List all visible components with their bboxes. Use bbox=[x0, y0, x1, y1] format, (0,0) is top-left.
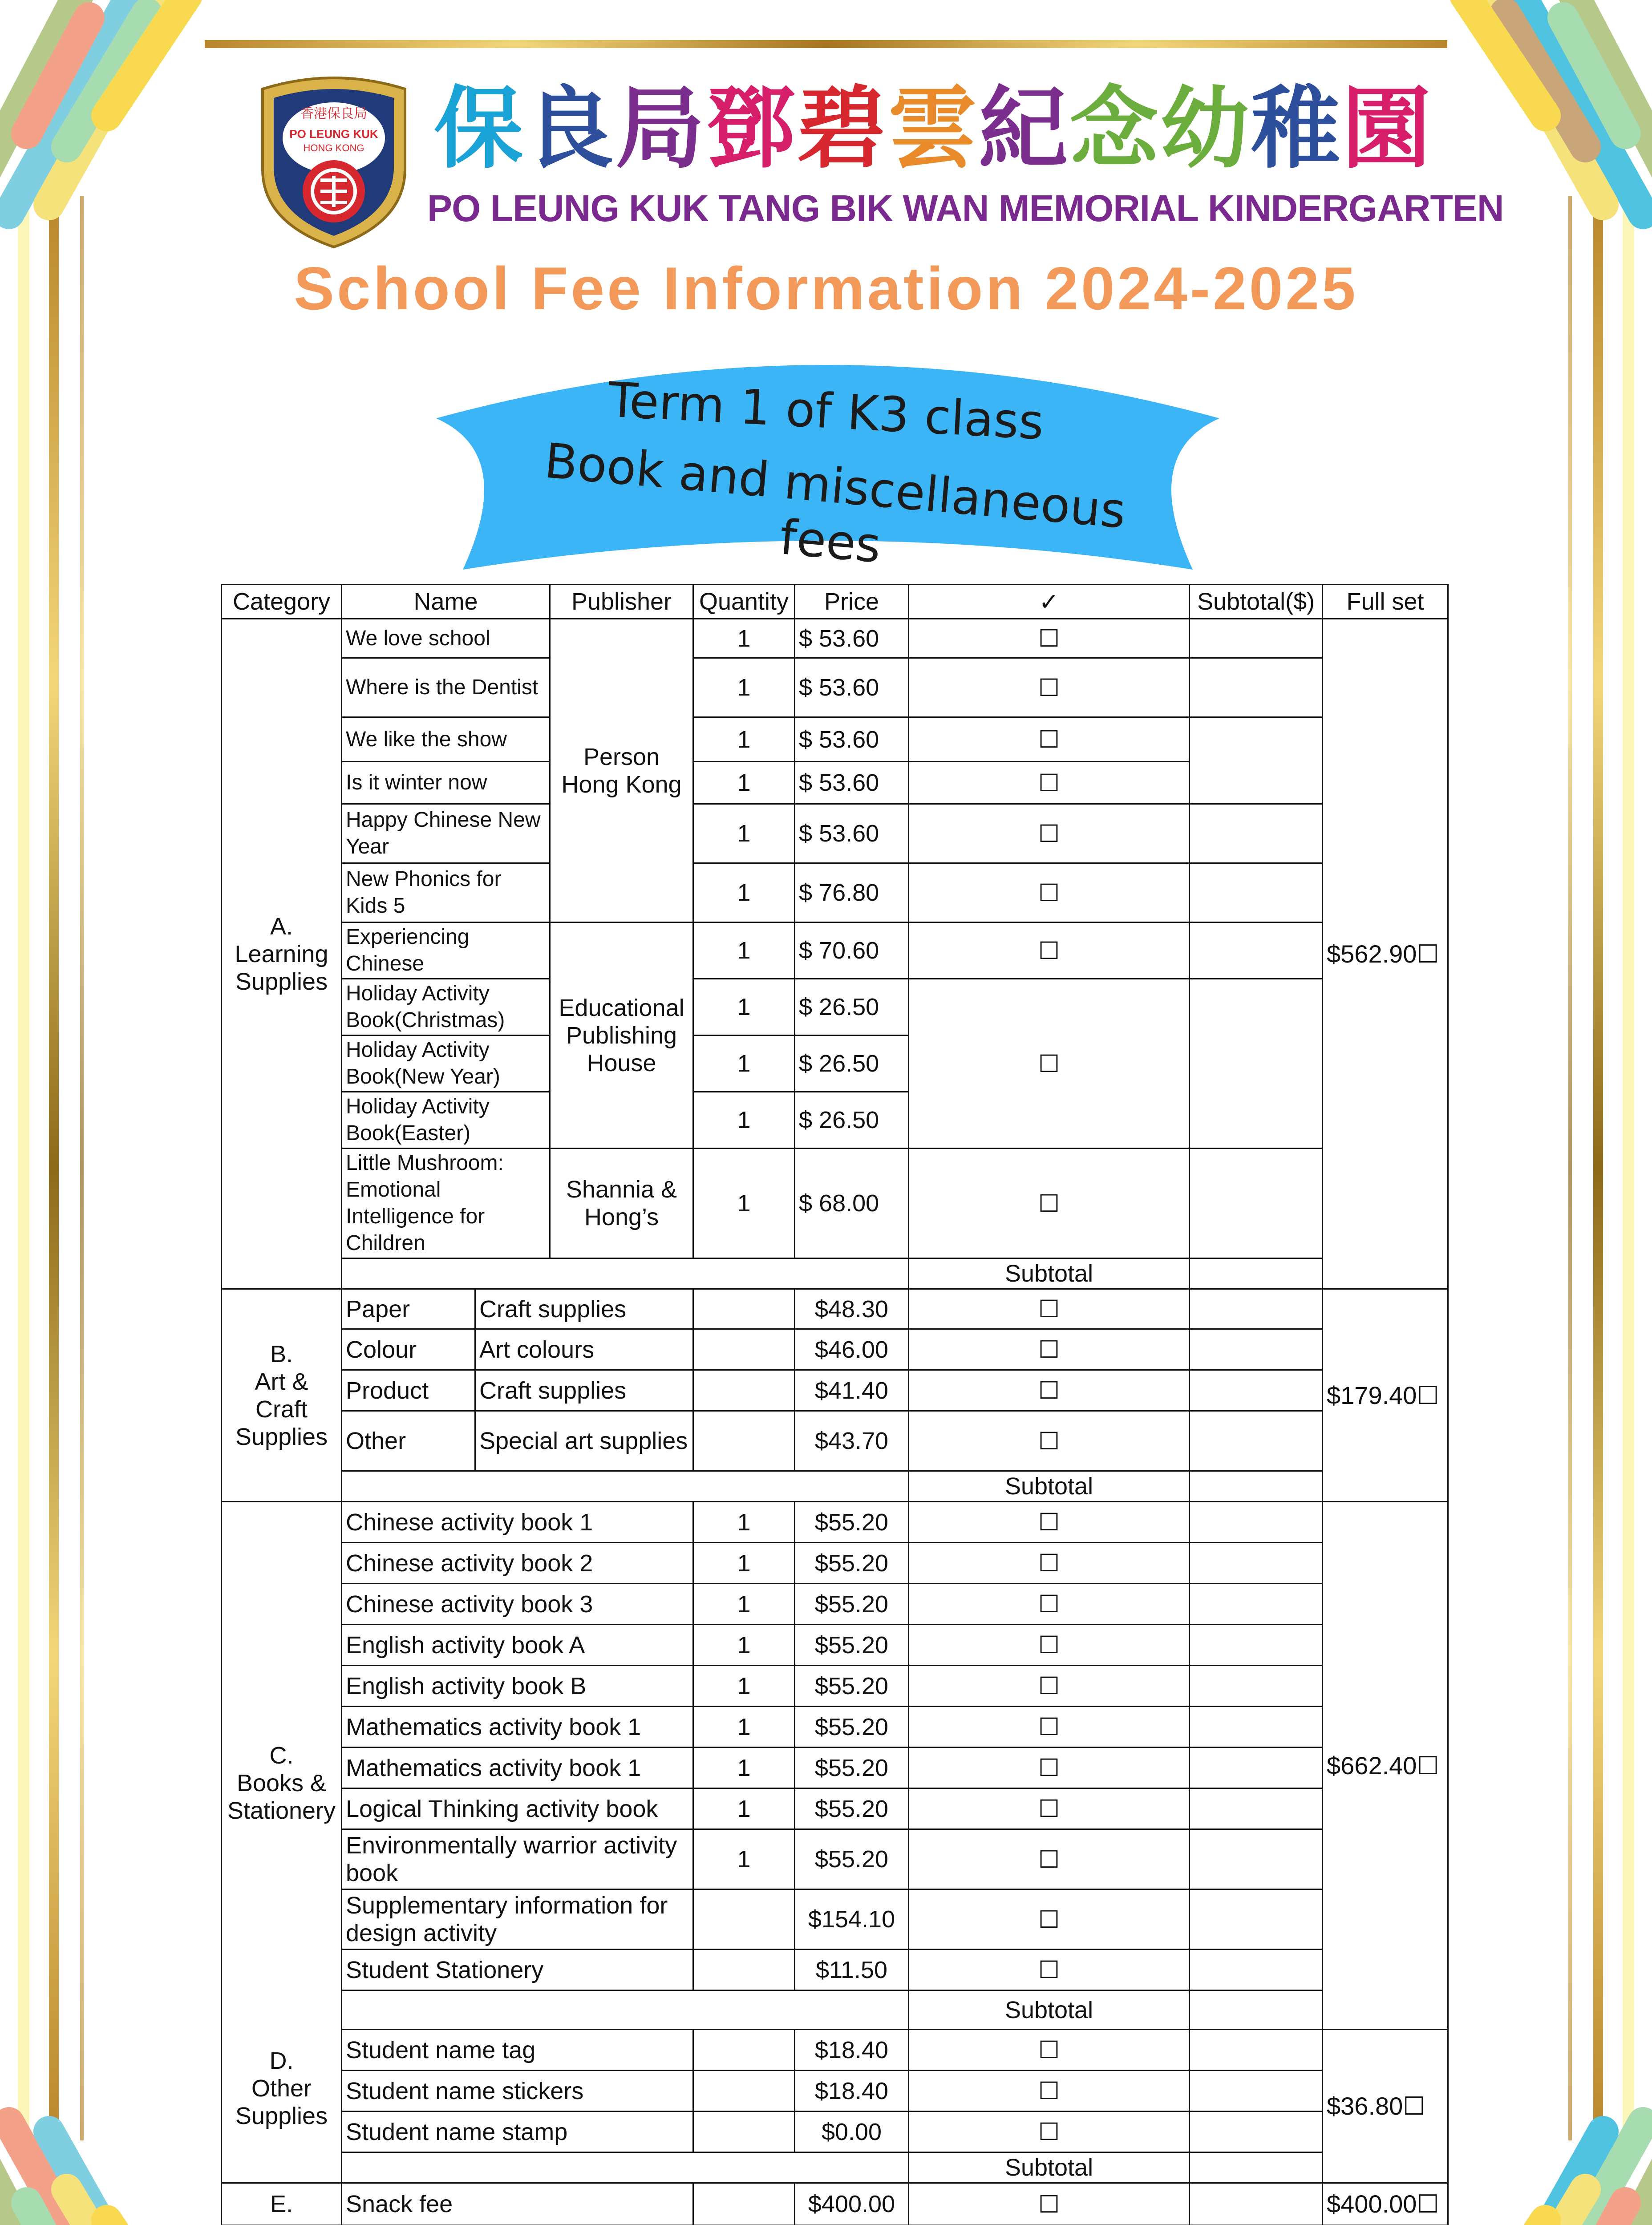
item-checkbox[interactable]: ☐ bbox=[909, 1666, 1190, 1707]
category-c-d: C. Books & Stationery D. Other Supplies bbox=[222, 1502, 342, 2183]
chinese-name-char: 局 bbox=[615, 79, 707, 178]
item-name: Mathematics activity book 1 bbox=[342, 1748, 693, 1788]
item-checkbox[interactable]: ☐ bbox=[909, 1502, 1190, 1543]
table-row bbox=[222, 1370, 1448, 1411]
header-full-set: Full set bbox=[1323, 585, 1448, 619]
item-subtotal[interactable] bbox=[1190, 863, 1323, 922]
subtotal-label: Subtotal bbox=[909, 1258, 1190, 1289]
table-row bbox=[222, 1950, 1448, 1990]
chinese-name-char: 碧 bbox=[797, 79, 888, 178]
item-desc: Craft supplies bbox=[475, 1289, 693, 1329]
item-name: Paper bbox=[342, 1289, 475, 1329]
item-qty: 1 bbox=[693, 1584, 795, 1625]
item-subtotal[interactable] bbox=[1190, 1666, 1323, 1707]
item-name: Other bbox=[342, 1411, 475, 1471]
item-checkbox[interactable]: ☐ bbox=[909, 2030, 1190, 2071]
item-qty: 1 bbox=[693, 1149, 795, 1258]
item-subtotal[interactable] bbox=[1190, 1370, 1323, 1411]
item-checkbox[interactable]: ☐ bbox=[909, 1543, 1190, 1584]
table-row bbox=[222, 863, 1448, 922]
item-qty: 1 bbox=[693, 1748, 795, 1788]
full-set-e[interactable]: $400.00☐ bbox=[1323, 2183, 1448, 2225]
item-name: Student name stamp bbox=[342, 2112, 693, 2152]
item-checkbox[interactable]: ☐ bbox=[909, 979, 1190, 1149]
header-category: Category bbox=[222, 585, 342, 619]
school-english-name: PO LEUNG KUK TANG BIK WAN MEMORIAL KINDERGARTEN bbox=[427, 187, 1504, 229]
banner-line-2: Book and miscellaneous fees bbox=[542, 433, 1128, 574]
table-row bbox=[222, 1411, 1448, 1471]
item-qty: 1 bbox=[693, 1543, 795, 1584]
item-price: $ 53.60 bbox=[795, 804, 909, 863]
item-subtotal[interactable] bbox=[1190, 1950, 1323, 1990]
item-name: Is it winter now bbox=[342, 762, 550, 804]
table-row bbox=[222, 804, 1448, 863]
item-qty: 1 bbox=[693, 1625, 795, 1666]
item-checkbox[interactable]: ☐ bbox=[909, 804, 1190, 863]
frame-stripe-right bbox=[1623, 196, 1634, 2140]
subtotal-row bbox=[222, 2152, 1448, 2183]
item-subtotal[interactable] bbox=[1190, 1889, 1323, 1950]
chinese-name-char: 紀 bbox=[979, 79, 1070, 178]
item-checkbox[interactable]: ☐ bbox=[909, 1829, 1190, 1889]
chinese-name-char: 念 bbox=[1069, 79, 1161, 178]
frame-stripe-left bbox=[18, 196, 29, 2140]
frame-gold-top bbox=[205, 40, 1447, 48]
item-subtotal[interactable] bbox=[1190, 1625, 1323, 1666]
item-checkbox[interactable]: ☐ bbox=[909, 1625, 1190, 1666]
category-a: A. Learning Supplies bbox=[222, 619, 342, 1289]
frame-gold-right-thin bbox=[1568, 196, 1572, 2140]
item-price: $18.40 bbox=[795, 2030, 909, 2071]
item-price: $11.50 bbox=[795, 1950, 909, 1990]
item-qty: 1 bbox=[693, 1788, 795, 1829]
page-title: School Fee Information 2024-2025 bbox=[294, 255, 1358, 322]
item-checkbox[interactable]: ☐ bbox=[909, 1329, 1190, 1370]
header-check: ✓ bbox=[909, 585, 1190, 619]
item-price: $55.20 bbox=[795, 1748, 909, 1788]
full-set-a[interactable]: $562.90☐ bbox=[1323, 619, 1448, 1289]
full-set-b[interactable]: $179.40☐ bbox=[1323, 1289, 1448, 1502]
frame-gold-right bbox=[1593, 196, 1603, 2140]
logo-text-en1: PO LEUNG KUK bbox=[289, 127, 378, 141]
item-subtotal[interactable] bbox=[1190, 2030, 1323, 2071]
category-e: E. bbox=[222, 2183, 342, 2225]
item-name: Snack fee bbox=[342, 2183, 693, 2225]
item-subtotal[interactable] bbox=[1190, 1788, 1323, 1829]
chinese-name-char: 雲 bbox=[888, 79, 979, 178]
table-row bbox=[222, 1329, 1448, 1370]
item-checkbox[interactable]: ☐ bbox=[909, 1411, 1190, 1471]
table-row bbox=[222, 2183, 1448, 2225]
item-name: Little Mushroom: Emotional Intelligence for Children bbox=[342, 1149, 550, 1258]
item-qty: 1 bbox=[693, 1502, 795, 1543]
frame-gold-left bbox=[49, 196, 59, 2140]
fee-table bbox=[221, 584, 1449, 2225]
header-name: Name bbox=[342, 585, 550, 619]
item-subtotal[interactable] bbox=[1190, 2071, 1323, 2112]
table-row bbox=[222, 979, 1448, 1036]
item-price: $41.40 bbox=[795, 1370, 909, 1411]
item-checkbox[interactable]: ☐ bbox=[909, 2071, 1190, 2112]
banner-line-1: Term 1 of K3 class bbox=[607, 372, 1045, 451]
item-subtotal[interactable] bbox=[1190, 619, 1323, 658]
table-row bbox=[222, 1707, 1448, 1748]
header-publisher: Publisher bbox=[550, 585, 693, 619]
corner-stripes-top-left bbox=[0, 0, 231, 231]
item-checkbox[interactable]: ☐ bbox=[909, 1584, 1190, 1625]
item-price: $48.30 bbox=[795, 1289, 909, 1329]
item-checkbox[interactable]: ☐ bbox=[909, 1950, 1190, 1990]
table-row bbox=[222, 2071, 1448, 2112]
item-subtotal[interactable] bbox=[1190, 1543, 1323, 1584]
table-row bbox=[222, 1788, 1448, 1829]
item-subtotal[interactable] bbox=[1190, 2183, 1323, 2225]
item-name: Chinese activity book 2 bbox=[342, 1543, 693, 1584]
item-name: Holiday Activity Book(Christmas) bbox=[342, 979, 550, 1036]
item-checkbox[interactable]: ☐ bbox=[909, 717, 1190, 762]
item-checkbox[interactable]: ☐ bbox=[909, 863, 1190, 922]
table-row bbox=[222, 1584, 1448, 1625]
chinese-name-char: 園 bbox=[1342, 79, 1433, 178]
item-price: $ 26.50 bbox=[795, 1092, 909, 1149]
item-price: $55.20 bbox=[795, 1666, 909, 1707]
item-qty: 1 bbox=[693, 979, 795, 1036]
item-checkbox[interactable]: ☐ bbox=[909, 1149, 1190, 1258]
item-qty: 1 bbox=[693, 1666, 795, 1707]
item-subtotal[interactable] bbox=[1190, 1411, 1323, 1471]
table-row bbox=[222, 1829, 1448, 1889]
item-name: Student name stickers bbox=[342, 2071, 693, 2112]
item-subtotal[interactable] bbox=[1190, 1289, 1323, 1329]
section-subtotal-value[interactable] bbox=[1190, 1258, 1323, 1289]
corner-stripes-bottom-right bbox=[1421, 2105, 1652, 2225]
item-checkbox[interactable]: ☐ bbox=[909, 922, 1190, 979]
item-subtotal[interactable] bbox=[1190, 658, 1323, 717]
item-qty: 1 bbox=[693, 717, 795, 762]
table-row bbox=[222, 922, 1448, 979]
item-subtotal[interactable] bbox=[1190, 1149, 1323, 1258]
item-qty bbox=[693, 1950, 795, 1990]
subtotal-label: Subtotal bbox=[909, 1471, 1190, 1502]
table-row bbox=[222, 658, 1448, 717]
item-checkbox[interactable]: ☐ bbox=[909, 1370, 1190, 1411]
item-qty: 1 bbox=[693, 863, 795, 922]
item-price: $55.20 bbox=[795, 1788, 909, 1829]
item-qty: 1 bbox=[693, 619, 795, 658]
item-name: Mathematics activity book 1 bbox=[342, 1707, 693, 1748]
item-qty: 1 bbox=[693, 658, 795, 717]
item-name: Student Stationery bbox=[342, 1950, 693, 1990]
table-row bbox=[222, 1666, 1448, 1707]
subtotal-row bbox=[222, 1258, 1448, 1289]
item-price: $55.20 bbox=[795, 1543, 909, 1584]
item-name: We love school bbox=[342, 619, 550, 658]
item-name: Happy Chinese New Year bbox=[342, 804, 550, 863]
item-price: $46.00 bbox=[795, 1329, 909, 1370]
item-name: We like the show bbox=[342, 717, 550, 762]
item-qty: 1 bbox=[693, 804, 795, 863]
subtotal-label: Subtotal bbox=[909, 2152, 1190, 2183]
subtotal-row bbox=[222, 1471, 1448, 1502]
item-name: Chinese activity book 1 bbox=[342, 1502, 693, 1543]
table-row bbox=[222, 1502, 1448, 1543]
item-name: English activity book B bbox=[342, 1666, 693, 1707]
item-name: Product bbox=[342, 1370, 475, 1411]
subtotal-row bbox=[222, 1990, 1448, 2030]
item-price: $55.20 bbox=[795, 1502, 909, 1543]
item-subtotal[interactable] bbox=[1190, 922, 1323, 979]
item-name: Experiencing Chinese bbox=[342, 922, 550, 979]
item-subtotal[interactable] bbox=[1190, 717, 1323, 804]
logo-text-en2: HONG KONG bbox=[303, 142, 364, 154]
item-name: Logical Thinking activity book bbox=[342, 1788, 693, 1829]
item-name: Holiday Activity Book(New Year) bbox=[342, 1036, 550, 1092]
item-subtotal[interactable] bbox=[1190, 1707, 1323, 1748]
item-checkbox[interactable]: ☐ bbox=[909, 619, 1190, 658]
item-name: Where is the Dentist bbox=[342, 658, 550, 717]
table-row bbox=[222, 1289, 1448, 1329]
chinese-name-char: 良 bbox=[525, 79, 616, 178]
item-price: $ 53.60 bbox=[795, 658, 909, 717]
item-subtotal[interactable] bbox=[1190, 1502, 1323, 1543]
item-name: New Phonics for Kids 5 bbox=[342, 863, 550, 922]
header-quantity: Quantity bbox=[693, 585, 795, 619]
item-checkbox[interactable]: ☐ bbox=[909, 658, 1190, 717]
item-name: English activity book A bbox=[342, 1625, 693, 1666]
publisher-cell: Person Hong Kong bbox=[550, 619, 693, 922]
subtotal-label: Subtotal bbox=[909, 1990, 1190, 2030]
item-price: $ 76.80 bbox=[795, 863, 909, 922]
category-b: B. Art & Craft Supplies bbox=[222, 1289, 342, 1502]
item-price: $55.20 bbox=[795, 1829, 909, 1889]
item-subtotal[interactable] bbox=[1190, 1748, 1323, 1788]
table-row bbox=[222, 1889, 1448, 1950]
item-price: $ 53.60 bbox=[795, 717, 909, 762]
table-row bbox=[222, 1149, 1448, 1258]
item-qty bbox=[693, 1889, 795, 1950]
item-checkbox[interactable]: ☐ bbox=[909, 1289, 1190, 1329]
item-checkbox[interactable]: ☐ bbox=[909, 1788, 1190, 1829]
item-checkbox[interactable]: ☐ bbox=[909, 2183, 1190, 2225]
chinese-name-char: 幼 bbox=[1160, 79, 1251, 178]
item-desc: Art colours bbox=[475, 1329, 693, 1370]
item-subtotal[interactable] bbox=[1190, 804, 1323, 863]
item-subtotal[interactable] bbox=[1190, 979, 1323, 1149]
item-name: Student name tag bbox=[342, 2030, 693, 2071]
table-row bbox=[222, 1748, 1448, 1788]
table-row bbox=[222, 619, 1448, 658]
item-price: $55.20 bbox=[795, 1707, 909, 1748]
corner-stripes-bottom-left bbox=[0, 2105, 231, 2225]
header-subtotal: Subtotal($) bbox=[1190, 585, 1323, 619]
item-price: $ 68.00 bbox=[795, 1149, 909, 1258]
item-qty: 1 bbox=[693, 1829, 795, 1889]
item-qty: 1 bbox=[693, 1092, 795, 1149]
item-price: $ 53.60 bbox=[795, 762, 909, 804]
school-chinese-name bbox=[434, 79, 1433, 178]
item-desc: Special art supplies bbox=[475, 1411, 693, 1471]
table-row bbox=[222, 1543, 1448, 1584]
chinese-name-char: 稚 bbox=[1251, 79, 1342, 178]
item-checkbox[interactable]: ☐ bbox=[909, 1889, 1190, 1950]
item-checkbox[interactable]: ☐ bbox=[909, 2112, 1190, 2152]
item-price: $154.10 bbox=[795, 1889, 909, 1950]
table-row bbox=[222, 2030, 1448, 2071]
item-subtotal[interactable] bbox=[1190, 1329, 1323, 1370]
chinese-name-char: 鄧 bbox=[706, 79, 798, 178]
item-price: $ 70.60 bbox=[795, 922, 909, 979]
publisher-cell: Shannia & Hong’s bbox=[550, 1149, 693, 1258]
item-price: $ 26.50 bbox=[795, 979, 909, 1036]
table-row bbox=[222, 2112, 1448, 2152]
section-subtotal-value[interactable] bbox=[1190, 2152, 1323, 2183]
item-name: Colour bbox=[342, 1329, 475, 1370]
item-subtotal[interactable] bbox=[1190, 2112, 1323, 2152]
section-subtotal-value[interactable] bbox=[1190, 1990, 1323, 2030]
item-price: $55.20 bbox=[795, 1625, 909, 1666]
header-price: Price bbox=[795, 585, 909, 619]
item-name: Holiday Activity Book(Easter) bbox=[342, 1092, 550, 1149]
logo-text-cn: 香港保良局 bbox=[300, 106, 367, 121]
item-price: $ 53.60 bbox=[795, 619, 909, 658]
item-price: $ 26.50 bbox=[795, 1036, 909, 1092]
item-name: Environmentally warrior activity book bbox=[342, 1829, 693, 1889]
item-subtotal[interactable] bbox=[1190, 1584, 1323, 1625]
item-name: Chinese activity book 3 bbox=[342, 1584, 693, 1625]
chinese-name-char: 保 bbox=[434, 79, 525, 178]
item-checkbox[interactable]: ☐ bbox=[909, 1707, 1190, 1748]
item-qty: 1 bbox=[693, 762, 795, 804]
table-header-row bbox=[222, 585, 1448, 619]
table-row bbox=[222, 1625, 1448, 1666]
item-price: $55.20 bbox=[795, 1584, 909, 1625]
full-set-c[interactable]: $662.40☐ bbox=[1323, 1502, 1448, 2030]
item-subtotal[interactable] bbox=[1190, 1829, 1323, 1889]
item-qty: 1 bbox=[693, 922, 795, 979]
frame-gold-left-thin bbox=[80, 196, 84, 2140]
item-checkbox[interactable]: ☐ bbox=[909, 762, 1190, 804]
section-subtotal-value[interactable] bbox=[1190, 1471, 1323, 1502]
item-qty: 1 bbox=[693, 1036, 795, 1092]
item-name: Supplementary information for design activity bbox=[342, 1889, 693, 1950]
item-price: $400.00 bbox=[795, 2183, 909, 2225]
table-row bbox=[222, 717, 1448, 762]
item-desc: Craft supplies bbox=[475, 1370, 693, 1411]
item-price: $43.70 bbox=[795, 1411, 909, 1471]
item-price: $0.00 bbox=[795, 2112, 909, 2152]
full-set-d[interactable]: $36.80☐ bbox=[1323, 2030, 1448, 2183]
publisher-cell: Educational Publishing House bbox=[550, 922, 693, 1149]
school-logo bbox=[249, 71, 418, 249]
item-qty: 1 bbox=[693, 1707, 795, 1748]
item-price: $18.40 bbox=[795, 2071, 909, 2112]
item-checkbox[interactable]: ☐ bbox=[909, 1748, 1190, 1788]
